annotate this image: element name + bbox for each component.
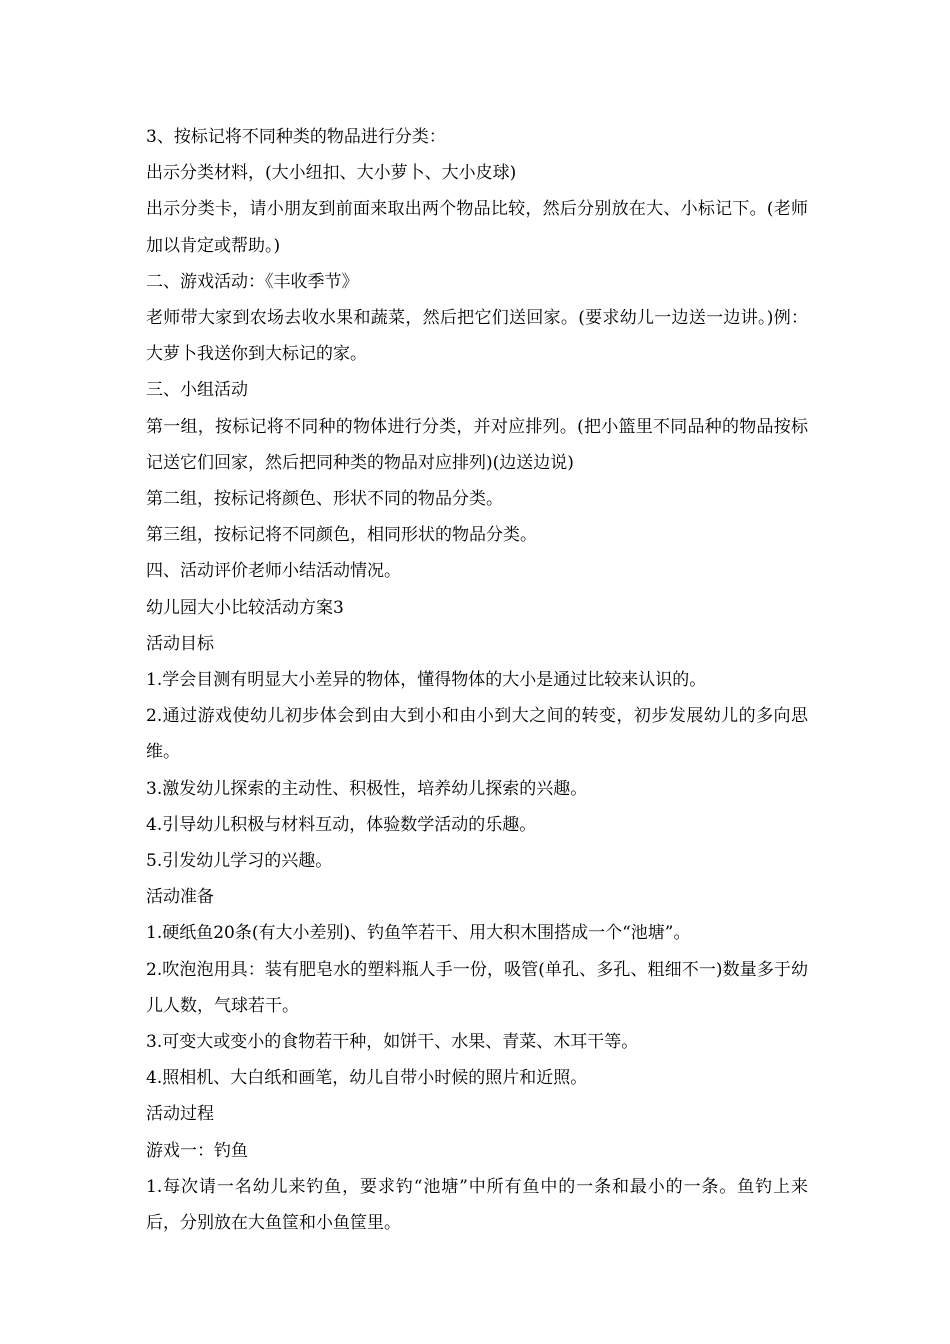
- game-1-heading: 游戏一：钓鱼: [146, 1140, 248, 1161]
- classification-card-paragraph: 出示分类卡，请小朋友到前面来取出两个物品比较，然后分别放在大、小标记下。(老师加以肯定或帮助。): [146, 199, 808, 256]
- plan-3-title: 幼儿园大小比较活动方案3: [146, 597, 344, 618]
- goal-5: 5.引发幼儿学习的兴趣。: [146, 851, 333, 872]
- step-3-heading: 3、按标记将不同种类的物品进行分类：: [146, 127, 446, 147]
- preparation-1: 1.硬纸鱼20条(有大小差别)、钓鱼竿若干、用大积木围搭成一个“池塘”。: [146, 923, 691, 944]
- document-page: [146, 119, 808, 1241]
- preparation-2: 2.吹泡泡用具：装有肥皂水的塑料瓶人手一份，吸管(单孔、多孔、粗细不一)数量多于幼儿人数，气球若干。: [146, 959, 808, 1016]
- goal-4: 4.引导幼儿积极与材料互动，体验数学活动的乐趣。: [146, 814, 537, 835]
- process-heading: 活动过程: [146, 1104, 214, 1125]
- group-3-paragraph: 第三组，按标记将不同颜色，相同形状的物品分类。: [146, 525, 537, 546]
- preparation-3: 3.可变大或变小的食物若干种，如饼干、水果、青菜、木耳干等。: [146, 1032, 639, 1053]
- preparation-4: 4.照相机、大白纸和画笔，幼儿自带小时候的照片和近照。: [146, 1068, 588, 1089]
- farm-game-paragraph: 老师带大家到农场去收水果和蔬菜，然后把它们送回家。(要求幼儿一边送一边讲。)例：大萝卜我送你到大标记的家。: [146, 308, 808, 365]
- game-1-step-1: 1.每次请一名幼儿来钓鱼，要求钓“池塘”中所有鱼中的一条和最小的一条。鱼钓上来后，分别放在大鱼筐和小鱼筐里。: [146, 1176, 808, 1234]
- group-2-paragraph: 第二组，按标记将颜色、形状不同的物品分类。: [146, 489, 503, 510]
- section-3-heading: 三、小组活动: [146, 380, 248, 401]
- section-2-heading: 二、游戏活动：《丰收季节》: [146, 271, 359, 292]
- group-1-paragraph: 第一组，按标记将不同种的物体进行分类，并对应排列。(把小篮里不同品种的物品按标记送它们回家，然后把同种类的物品对应排列)(边送边说): [146, 416, 808, 473]
- preparation-heading: 活动准备: [146, 887, 214, 908]
- goal-2: 2.通过游戏使幼儿初步体会到由大到小和由小到大之间的转变，初步发展幼儿的多向思维。: [146, 706, 808, 763]
- materials-paragraph: 出示分类材料，(大小纽扣、大小萝卜、大小皮球): [146, 163, 517, 184]
- goals-heading: 活动目标: [146, 633, 214, 654]
- section-4-heading: 四、活动评价老师小结活动情况。: [146, 561, 401, 582]
- goal-3: 3.激发幼儿探索的主动性、积极性，培养幼儿探索的兴趣。: [146, 778, 588, 799]
- goal-1: 1.学会目测有明显大小差异的物体，懂得物体的大小是通过比较来认识的。: [146, 670, 707, 691]
